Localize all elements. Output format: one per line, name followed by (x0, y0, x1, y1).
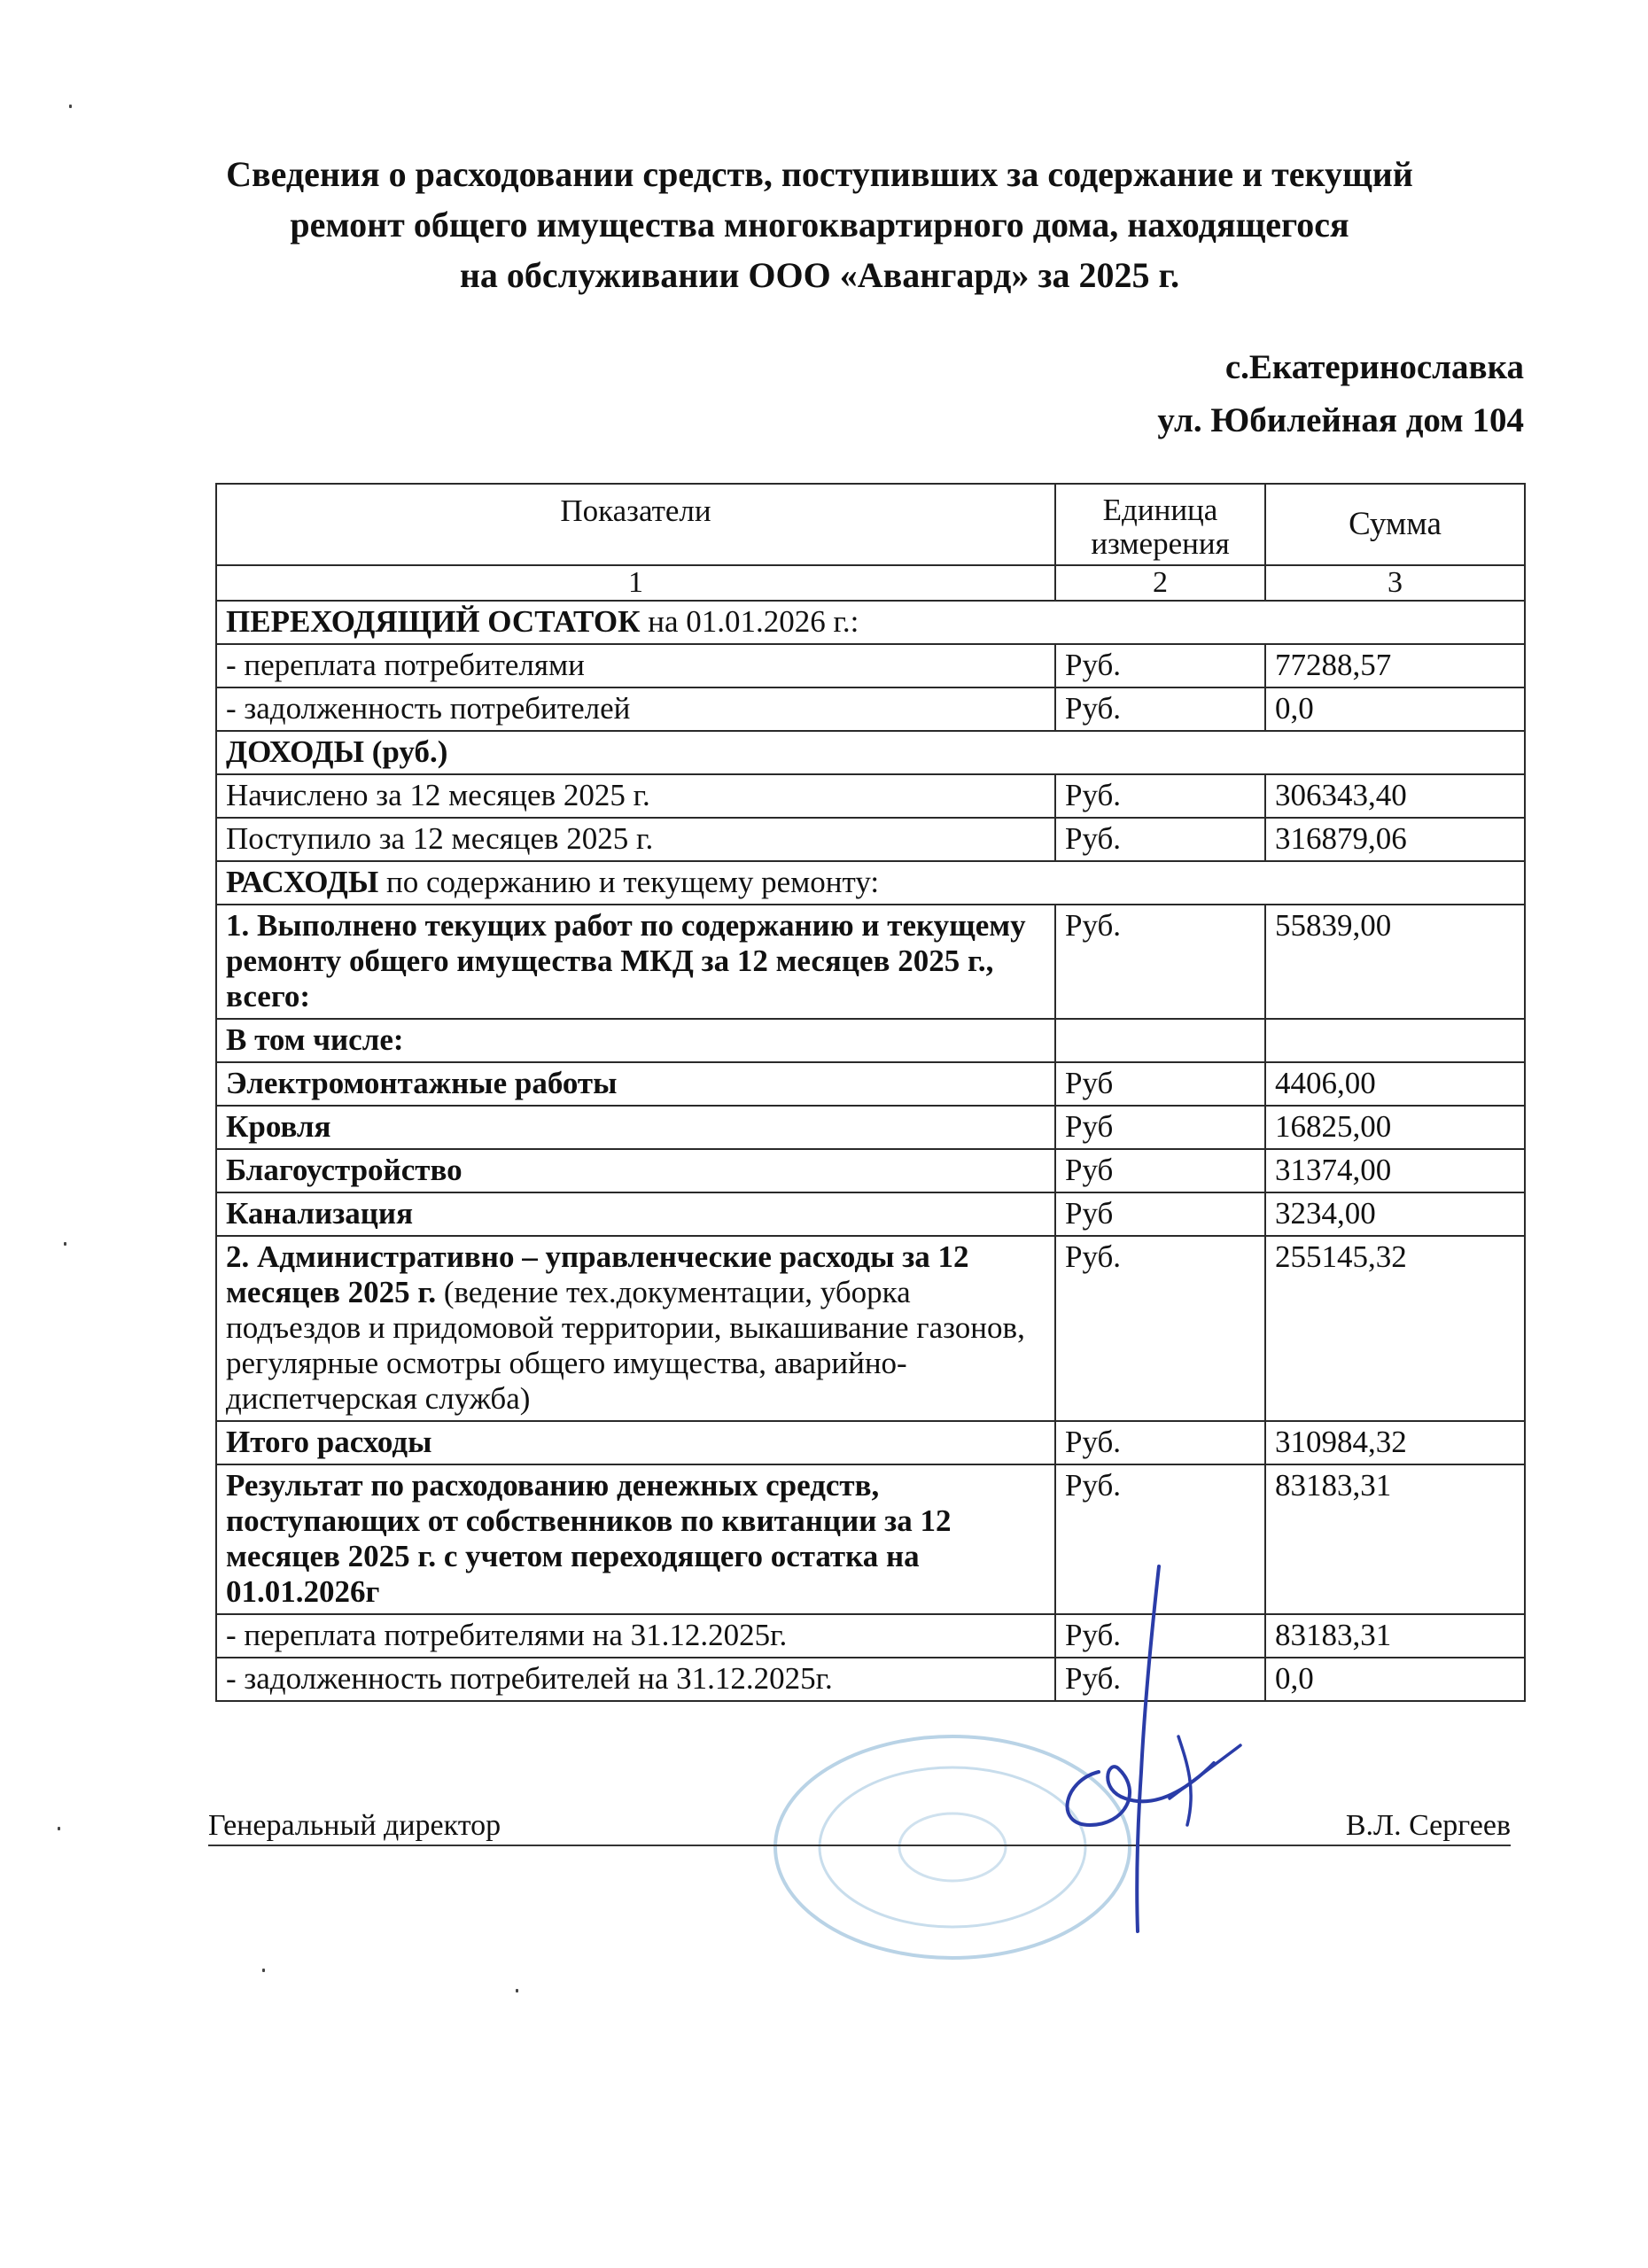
admin-expenses-sum: 255145,32 (1265, 1236, 1525, 1421)
document-title (133, 149, 1506, 300)
row-sum: 0,0 (1265, 687, 1525, 731)
admin-expenses-label (216, 1236, 1055, 1421)
income-heading-row (216, 731, 1525, 774)
expenses-heading-row (216, 861, 1525, 905)
address-block (1157, 341, 1524, 447)
table-row (216, 774, 1525, 818)
result-label: Результат по расходованию денежных средств, поступающих от собственников по квитанции за 12 месяцев 2025 г. с учетом переходящего остатка на 01.01.2026г (216, 1464, 1055, 1614)
signature-line (208, 1845, 1511, 1846)
scan-speck (64, 1242, 66, 1246)
row-label: - переплата потребителями на 31.12.2025г. (216, 1614, 1055, 1658)
row-sum: 77288,57 (1265, 644, 1525, 687)
header-unit (1055, 484, 1265, 565)
row-unit: Руб. (1055, 818, 1265, 861)
row-unit: Руб. (1055, 644, 1265, 687)
works-total-sum: 55839,00 (1265, 905, 1525, 1019)
signature-stroke-tail (1170, 1736, 1240, 1825)
row-unit: Руб. (1055, 774, 1265, 818)
row-label: - задолженность потребителей (216, 687, 1055, 731)
report-table (215, 483, 1526, 1702)
row-label: Кровля (216, 1106, 1055, 1149)
signer-name: В.Л. Сергеев (1345, 1809, 1511, 1842)
handwritten-signature (1046, 1559, 1249, 1940)
row-label: - задолженность потребителей на 31.12.2025г. (216, 1658, 1055, 1701)
row-sum: 316879,06 (1265, 818, 1525, 861)
header-indicator: Показатели (216, 484, 1055, 565)
header-unit-line2: измерения (1091, 526, 1230, 561)
carryover-heading-rest: на 01.01.2026 г.: (640, 604, 859, 639)
title-line-1: Сведения о расходовании средств, поступивших за содержание и текущий (226, 154, 1413, 194)
table-row (216, 1658, 1525, 1701)
table-row (216, 687, 1525, 731)
expenses-total-unit: Руб. (1055, 1421, 1265, 1464)
admin-expenses-unit: Руб. (1055, 1236, 1265, 1421)
column-number-row (216, 565, 1525, 601)
row-label: Канализация (216, 1192, 1055, 1236)
result-unit: Руб. (1055, 1464, 1265, 1614)
carryover-heading (216, 601, 1525, 644)
including-label: В том числе: (216, 1019, 1055, 1062)
row-unit: Руб (1055, 1192, 1265, 1236)
including-row (216, 1019, 1525, 1062)
table-row (216, 644, 1525, 687)
result-sum: 83183,31 (1265, 1464, 1525, 1614)
expenses-total-label: Итого расходы (216, 1421, 1055, 1464)
scan-speck (69, 105, 72, 108)
row-unit: Руб (1055, 1149, 1265, 1192)
expenses-total-sum: 310984,32 (1265, 1421, 1525, 1464)
works-total-row (216, 905, 1525, 1019)
row-sum: 83183,31 (1265, 1614, 1525, 1658)
row-sum: 4406,00 (1265, 1062, 1525, 1106)
signature-block (208, 1798, 1511, 1852)
result-row (216, 1464, 1525, 1614)
row-sum: 3234,00 (1265, 1192, 1525, 1236)
title-line-2: ремонт общего имущества многоквартирного дома, находящегося (290, 205, 1349, 245)
address-village: с.Екатеринославка (1224, 348, 1524, 386)
expenses-heading-bold: РАСХОДЫ (226, 865, 379, 899)
row-sum: 31374,00 (1265, 1149, 1525, 1192)
row-sum: 16825,00 (1265, 1106, 1525, 1149)
address-street: ул. Юбилейная дом 104 (1157, 401, 1524, 439)
empty-cell (1265, 1019, 1525, 1062)
scan-speck (262, 1969, 265, 1972)
row-unit: Руб. (1055, 1614, 1265, 1658)
row-label: Начислено за 12 месяцев 2025 г. (216, 774, 1055, 818)
empty-cell (1055, 1019, 1265, 1062)
admin-label-bold: 2. Административно – управленческие расходы за 12 месяцев 2025 г. (226, 1239, 969, 1309)
row-label: - переплата потребителями (216, 644, 1055, 687)
col-number-3: 3 (1265, 565, 1525, 601)
table-header-row (216, 484, 1525, 565)
table-row (216, 1192, 1525, 1236)
expenses-heading (216, 861, 1525, 905)
header-sum: Сумма (1265, 484, 1525, 565)
col-number-1: 1 (216, 565, 1055, 601)
title-line-3: на обслуживании ООО «Авангард» за 2025 г. (459, 255, 1180, 295)
expenses-heading-rest: по содержанию и текущему ремонту: (378, 865, 880, 899)
carryover-heading-bold: ПЕРЕХОДЯЩИЙ ОСТАТОК (226, 604, 641, 639)
row-label: Благоустройство (216, 1149, 1055, 1192)
col-number-2: 2 (1055, 565, 1265, 601)
table-row (216, 1106, 1525, 1149)
works-total-label: 1. Выполнено текущих работ по содержанию и текущему ремонту общего имущества МКД за 12 месяцев 2025 г., всего: (216, 905, 1055, 1019)
signer-position: Генеральный директор (208, 1809, 501, 1842)
carryover-heading-row (216, 601, 1525, 644)
table-row (216, 1614, 1525, 1658)
admin-expenses-row (216, 1236, 1525, 1421)
table-row (216, 818, 1525, 861)
header-unit-line1: Единица (1102, 493, 1218, 527)
row-sum: 0,0 (1265, 1658, 1525, 1701)
scan-speck (58, 1827, 60, 1830)
scan-speck (516, 1989, 518, 1992)
expenses-total-row (216, 1421, 1525, 1464)
income-heading: ДОХОДЫ (руб.) (216, 731, 1525, 774)
table-row (216, 1149, 1525, 1192)
admin-label-rest: (ведение тех.документации, уборка подъездов и придомовой территории, выкашивание газонов, регулярные осмотры общего имущества, аварийно-диспетчерская служба) (226, 1275, 1025, 1416)
works-total-unit: Руб. (1055, 905, 1265, 1019)
row-unit: Руб. (1055, 1658, 1265, 1701)
table-row (216, 1062, 1525, 1106)
row-unit: Руб (1055, 1106, 1265, 1149)
row-label: Поступило за 12 месяцев 2025 г. (216, 818, 1055, 861)
row-label: Электромонтажные работы (216, 1062, 1055, 1106)
signature-stroke-main (1137, 1566, 1159, 1931)
row-sum: 306343,40 (1265, 774, 1525, 818)
row-unit: Руб. (1055, 687, 1265, 731)
row-unit: Руб (1055, 1062, 1265, 1106)
